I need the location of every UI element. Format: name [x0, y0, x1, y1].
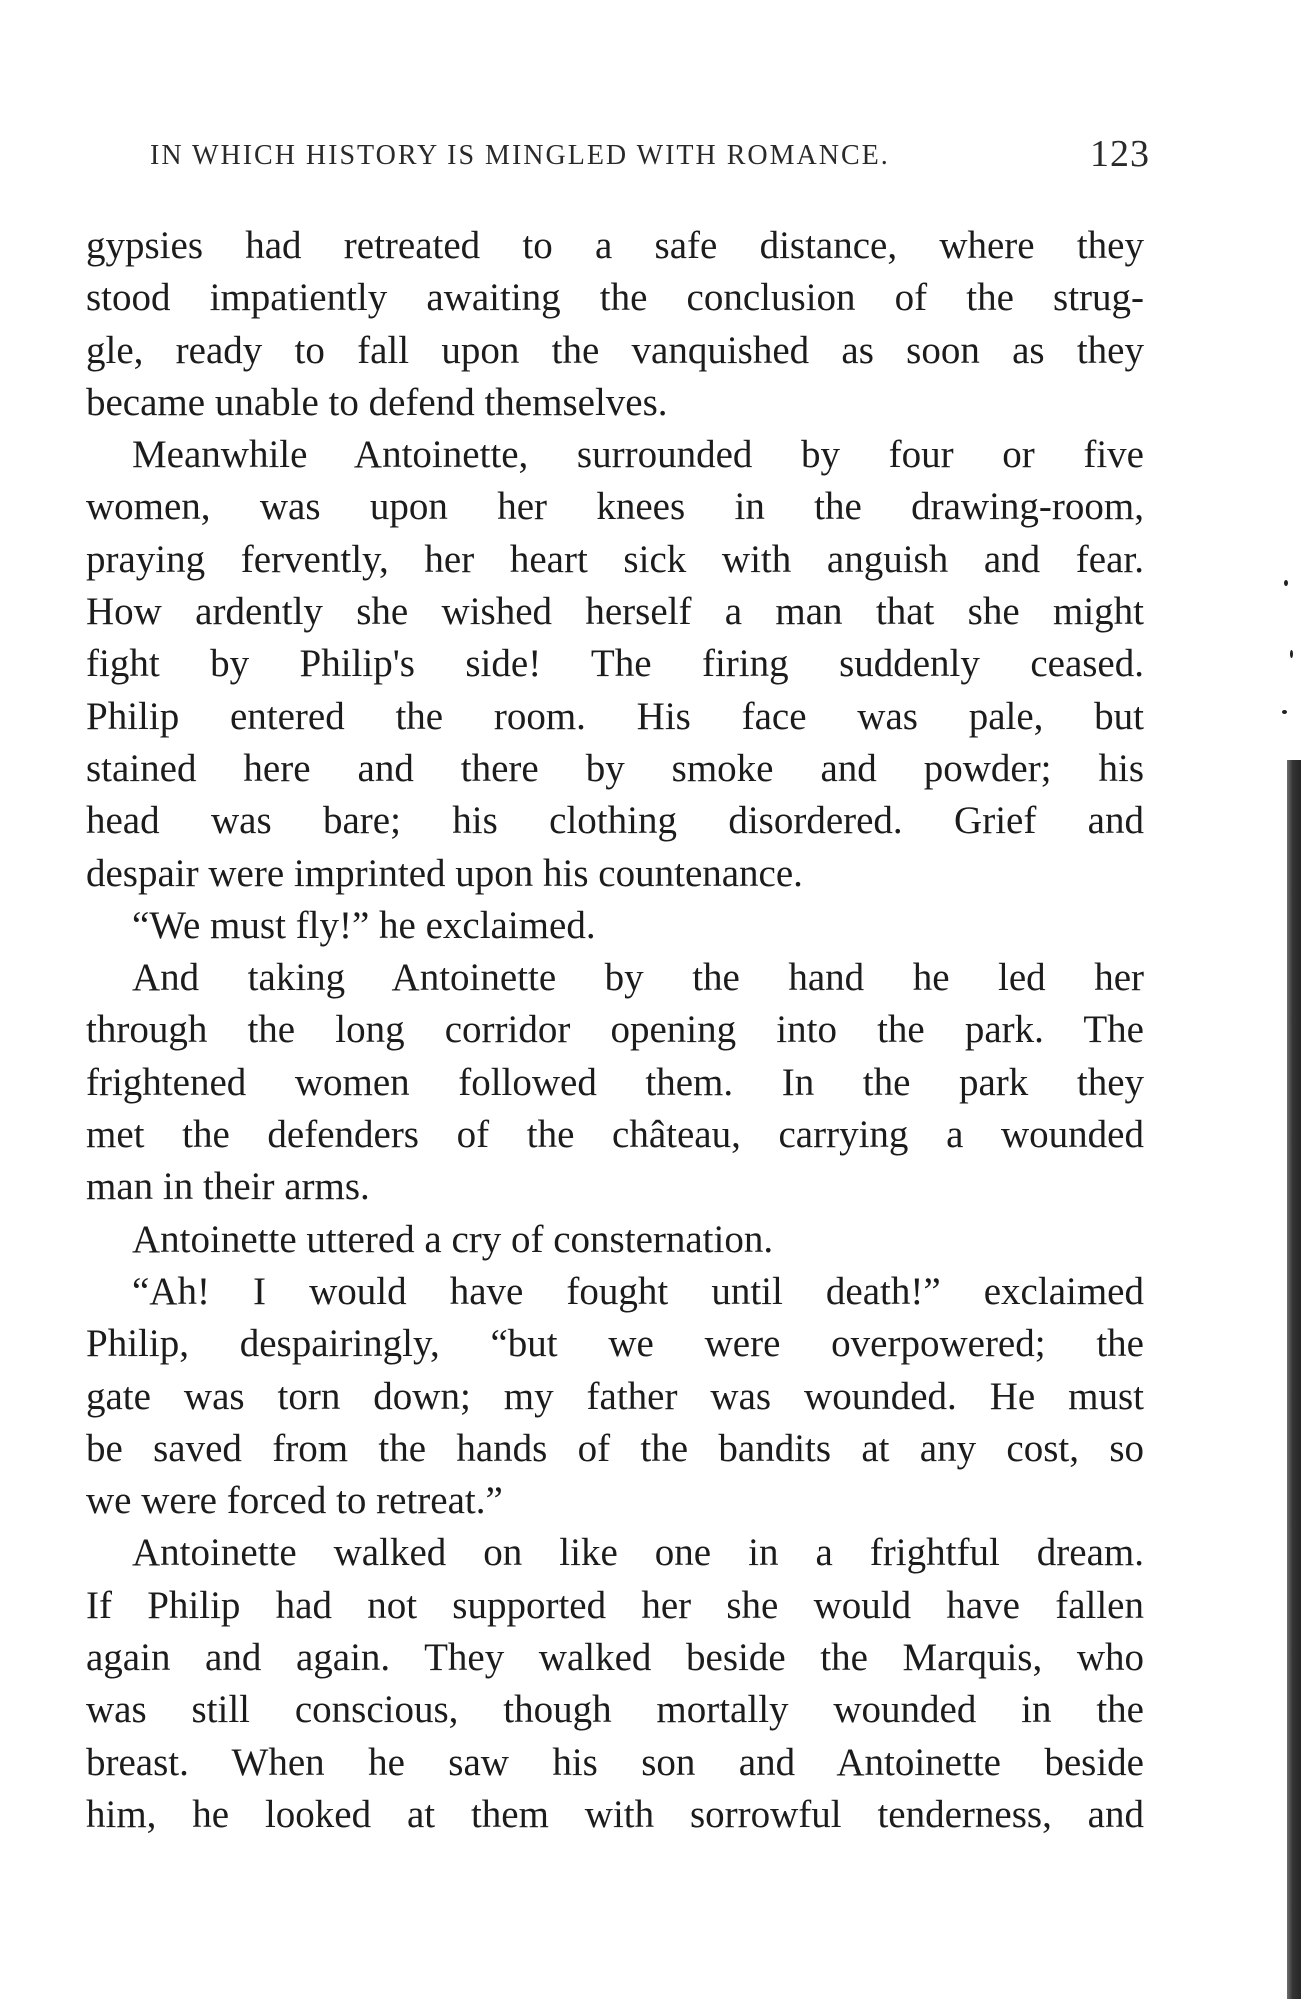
- text-line: If Philip had not supported her she would have fallen: [86, 1583, 1144, 1627]
- text-line: became unable to defend themselves.: [86, 380, 668, 424]
- text-line: stained here and there by smoke and powder; his: [86, 746, 1144, 790]
- body-text: [86, 220, 1144, 1841]
- text-line: despair were imprinted upon his countenance.: [86, 851, 803, 895]
- text-line: Antoinette walked on like one in a frightful dream.: [132, 1531, 1144, 1575]
- text-line: gate was torn down; my father was wounded. He must: [86, 1374, 1144, 1418]
- text-line: Antoinette uttered a cry of consternation.: [132, 1217, 774, 1261]
- page-number: 123: [1090, 133, 1150, 175]
- text-line: met the defenders of the château, carrying a wounded: [86, 1113, 1144, 1157]
- text-line: gle, ready to fall upon the vanquished as soon as they: [86, 328, 1144, 372]
- text-line: man in their arms.: [86, 1165, 370, 1209]
- text-line: praying fervently, her heart sick with anguish and fear.: [86, 537, 1144, 581]
- text-line: be saved from the hands of the bandits at any cost, so: [86, 1426, 1144, 1470]
- text-line: we were forced to retreat.”: [86, 1479, 503, 1523]
- text-line: frightened women followed them. In the park they: [86, 1060, 1144, 1104]
- scan-specks: [1270, 560, 1300, 760]
- text-line: stood impatiently awaiting the conclusion of the strug-: [86, 276, 1144, 320]
- text-line: Meanwhile Antoinette, surrounded by four or five: [132, 433, 1144, 477]
- text-line: through the long corridor opening into the park. The: [86, 1008, 1144, 1052]
- text-line: again and again. They walked beside the Marquis, who: [86, 1636, 1144, 1680]
- running-title: IN WHICH HISTORY IS MINGLED WITH ROMANCE.: [150, 140, 890, 171]
- text-line: How ardently she wished herself a man that she might: [86, 590, 1144, 634]
- text-line: him, he looked at them with sorrowful tenderness, and: [86, 1792, 1144, 1836]
- running-head: [150, 132, 1150, 182]
- text-line: fight by Philip's side! The firing suddenly ceased.: [86, 642, 1144, 686]
- text-line: Philip, despairingly, “but we were overpowered; the: [86, 1322, 1144, 1366]
- text-line: “Ah! I would have fought until death!” exclaimed: [132, 1269, 1144, 1313]
- text-line: Philip entered the room. His face was pale, but: [86, 694, 1144, 738]
- text-line: And taking Antoinette by the hand he led her: [132, 956, 1144, 1000]
- scan-edge-shadow: [1287, 760, 1301, 1999]
- text-line: “We must fly!” he exclaimed.: [132, 903, 596, 947]
- text-line: breast. When he saw his son and Antoinette beside: [86, 1740, 1144, 1784]
- text-line: gypsies had retreated to a safe distance, where they: [86, 224, 1144, 267]
- text-line: head was bare; his clothing disordered. Grief and: [86, 799, 1144, 843]
- text-line: women, was upon her knees in the drawing-room,: [86, 485, 1144, 529]
- text-line: was still conscious, though mortally wounded in the: [86, 1688, 1144, 1732]
